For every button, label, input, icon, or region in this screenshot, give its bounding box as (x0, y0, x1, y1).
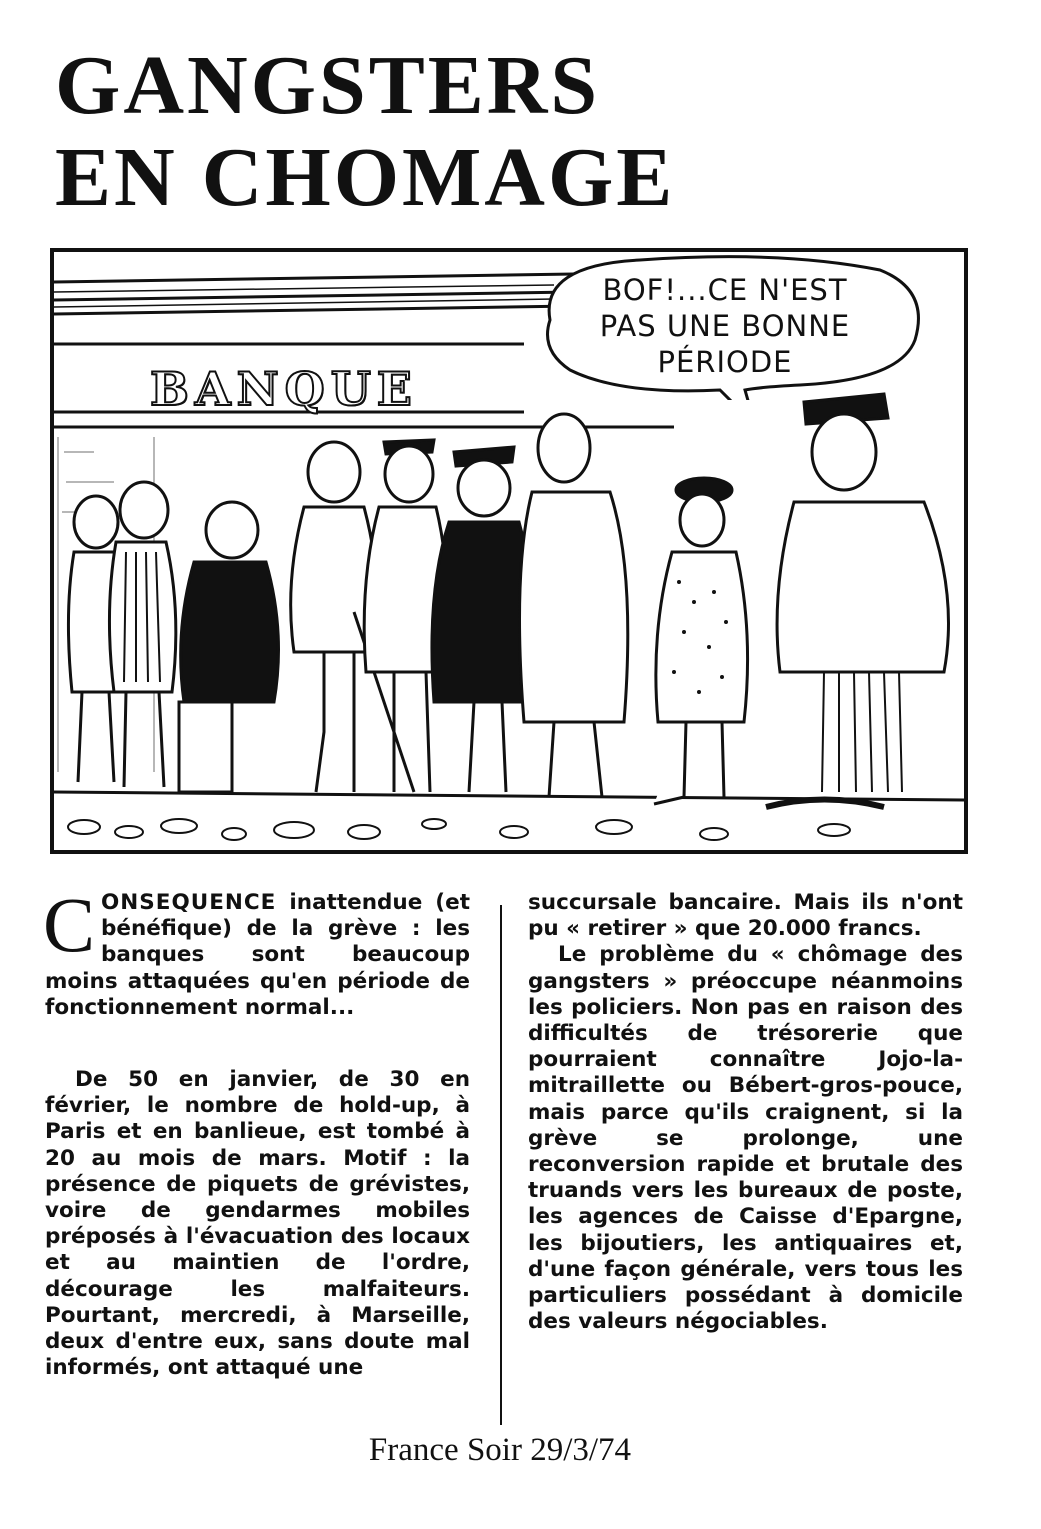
column-divider (500, 905, 502, 1425)
paragraph-3: succursale bancaire. Mais ils n'ont pu « retirer » que 20.000 francs. (528, 890, 963, 942)
article-column-left (43, 881, 470, 1381)
headline (55, 40, 675, 224)
bank-sign: BANQUE (150, 362, 418, 416)
bubble-line-2: PAS UNE BONNE (599, 309, 851, 343)
lead-word: ONSEQUENCE (101, 890, 277, 915)
headline-line-1: GANGSTERS (55, 39, 601, 132)
bubble-line-1: BOF!...CE N'EST (602, 273, 848, 307)
paragraph-gap (45, 1021, 470, 1067)
paragraph-4: Le problème du « chômage des gangsters » préoccupe néanmoins les policiers. Non pas en raison des difficultés de trésorerie que pourraient connaître Jojo-la-mitraillette ou Bébert-gros-pouce, mais parce qu'ils craignent, si la grève se prolonge, une reconversion rapide et brutale des truands vers les bureaux de poste, les agences de Caisse d'Epargne, les bijoutiers, les antiquaires et, d'une façon générale, vers tous les particuliers possédant à domicile des valeurs négociables. (528, 942, 963, 1335)
bubble-line-3: PÉRIODE (657, 345, 793, 379)
source-citation: France Soir 29/3/74 (368, 1432, 632, 1468)
lead-paragraph (43, 881, 470, 1021)
lead-text: inattendue (et bénéfique) de la grève : les banques sont beaucoup moins attaquées qu'en période de fonctionnement normal... (45, 890, 470, 1020)
paragraph-2: De 50 en janvier, de 30 en février, le nombre de hold-up, à Paris et en banlieue, est tombé à 20 au mois de mars. Motif : la présence de piquets de grévistes, voire de gendarmes mobiles préposés à l'évacuation des locaux et au maintien de l'ordre, décourage les malfaiteurs. Pourtant, mercredi, à Marseille, deux d'entre eux, sans doute mal informés, ont attaqué une (45, 1067, 470, 1381)
drop-cap: C (43, 881, 96, 968)
headline-line-2: EN CHOMAGE (55, 131, 676, 224)
speech-bubble-text (560, 272, 890, 380)
article-column-right (528, 890, 963, 1335)
